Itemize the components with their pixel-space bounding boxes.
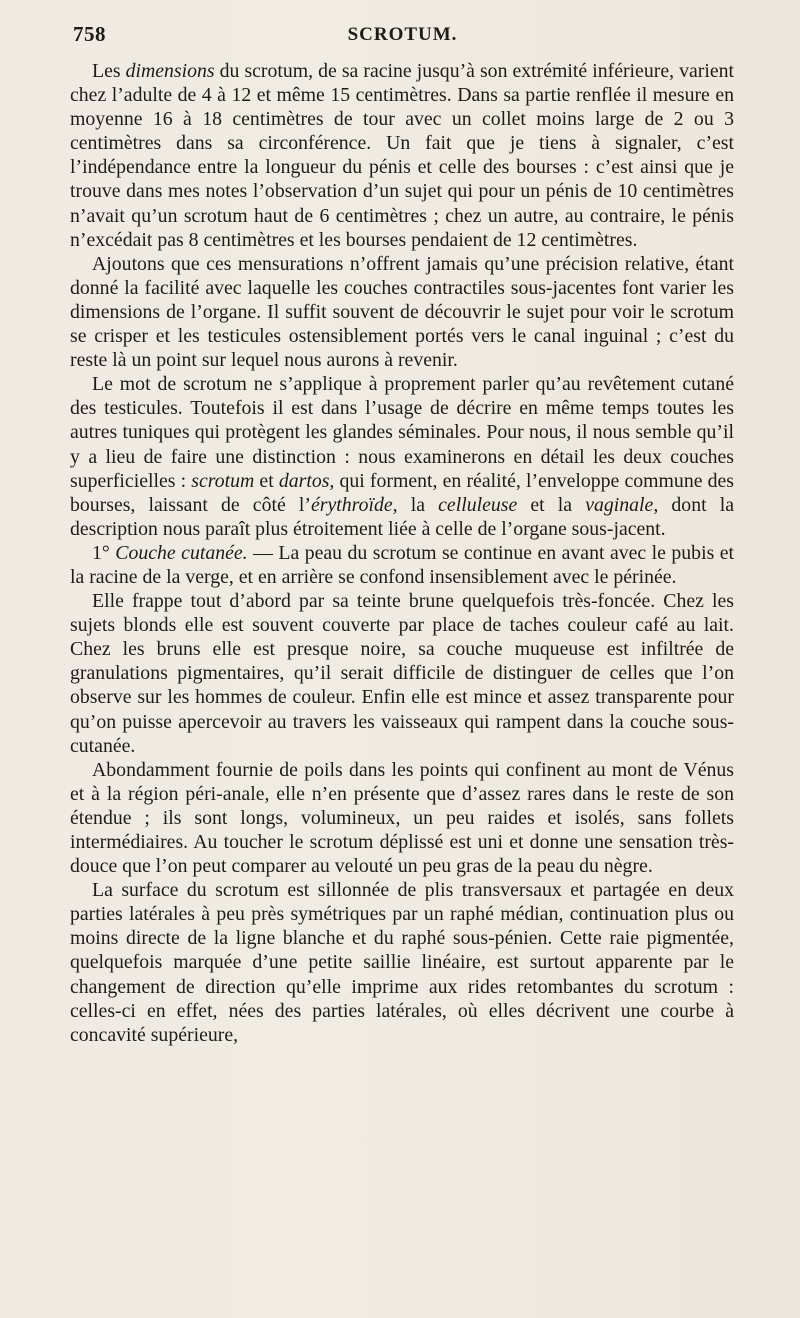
paragraph-scrotum-definition: Le mot de scrotum ne s’applique à proprement parler qu’au revêtement cutané des testicules. Toutefois il est dans l’usage de décrire en même temps toutes les autres tuniques qui protègent les glandes séminales. Pour nous, il nous semble qu’il y a lieu de faire une distinction : nous examinerons en détail les deux couches superficielles : scrotum et dartos, qui forment, en réalité, l’enveloppe commune des bourses, laissant de côté l’érythroïde, la celluleuse et la vaginale, dont la description nous paraît plus étroitement liée à celle de l’organe sous-jacent. xyxy=(70,373,735,540)
paragraph-surface: La surface du scrotum est sillonnée de plis transversaux et partagée en deux parties latérales à peu près symétriques par un raphé médian, continuation plus ou moins directe de la ligne blanche et du raphé sous-pénien. Cette raie pigmentée, quelquefois marquée d’une petite saillie linéaire, est surtout apparente par le changement de direction qu’elle imprime aux rides retombantes du scrotum : celles-ci en effet, nées des parties latérales, où elles décrivent une courbe à concavité supérieure, xyxy=(70,879,734,1046)
paragraph-dimensions: Les dimensions du scrotum, de sa racine jusqu’à son extrémité inférieure, varient chez l’adulte de 4 à 12 et même 15 centimètres. Dans sa partie renflée il mesure en moyenne 16 à 18 centimètres de tour avec un collet moins large de 2 ou 3 centimètres dans sa circonférence. Un fait que je tiens à signaler, c’est l’indépendance entre la longueur du pénis et celle des bourses : c’est ainsi que je trouve dans mes notes l’observation d’un sujet qui pour un pénis de 10 centimètres n’avait qu’un scrotum haut de 6 centimètres ; chez un autre, au contraire, le pénis n’excédait pas 8 centimètres et les bourses pendaient de 12 centimètres. xyxy=(70,60,734,251)
paragraph-teinte: Elle frappe tout d’abord par sa teinte brune quelquefois très-foncée. Chez les sujets blonds elle est souvent couverte par place de taches couleur café au lait. Chez les bruns elle est presque noire, sa couche muqueuse est infiltrée de granulations pigmentaires, qu’il serait difficile de distinguer de celles que l’on observe sur les hommes de couleur. Enfin elle est mince et assez transparente pour qu’on puisse apercevoir au travers les vaisseaux qui rampent dans la couche sous-cutanée. xyxy=(70,590,734,757)
emphasis-dimensions: dimensions xyxy=(125,60,215,82)
section-heading-couche-cutanee: Couche cutanée. xyxy=(115,541,248,564)
emphasis-celluleuse: celluleuse xyxy=(438,493,518,516)
emphasis-erythroide: érythroïde, xyxy=(310,493,398,516)
page-header xyxy=(70,22,735,52)
emphasis-scrotum: scrotum xyxy=(191,469,255,492)
body-text xyxy=(70,59,734,1047)
emphasis-vaginale: vaginale, xyxy=(585,493,659,516)
paragraph-couche-cutanee: 1° Couche cutanée. — La peau du scrotum se continue en avant avec le pubis et la racine de la verge, et en arrière se confond insensiblement avec le périnée. xyxy=(70,541,735,588)
page-number: 758 xyxy=(73,22,106,46)
paragraph-poils: Abondamment fournie de poils dans les points qui confinent au mont de Vénus et à la région péri-anale, elle n’en présente que d’assez rares dans le reste de son étendue ; ils sont longs, volumineux, un peu raides et isolés, sans follets intermédiaires. Au toucher le scrotum déplissé est uni et donne une sensation très-douce que l’on peut comparer au velouté un peu gras de la peau du nègre. xyxy=(70,758,734,878)
emphasis-dartos: dartos, xyxy=(278,469,335,492)
paragraph-mensurations: Ajoutons que ces mensurations n’offrent jamais qu’une précision relative, étant donné la facilité avec laquelle les couches contractiles sous-jacentes font varier les dimensions de l’organe. Il suffit souvent de découvrir le sujet pour voir le scrotum se crisper et les testicules ostensiblement portés vers le canal inguinal ; c’est du reste là un point sur lequel nous aurons à revenir. xyxy=(70,252,734,372)
running-title: SCROTUM. xyxy=(347,24,458,45)
